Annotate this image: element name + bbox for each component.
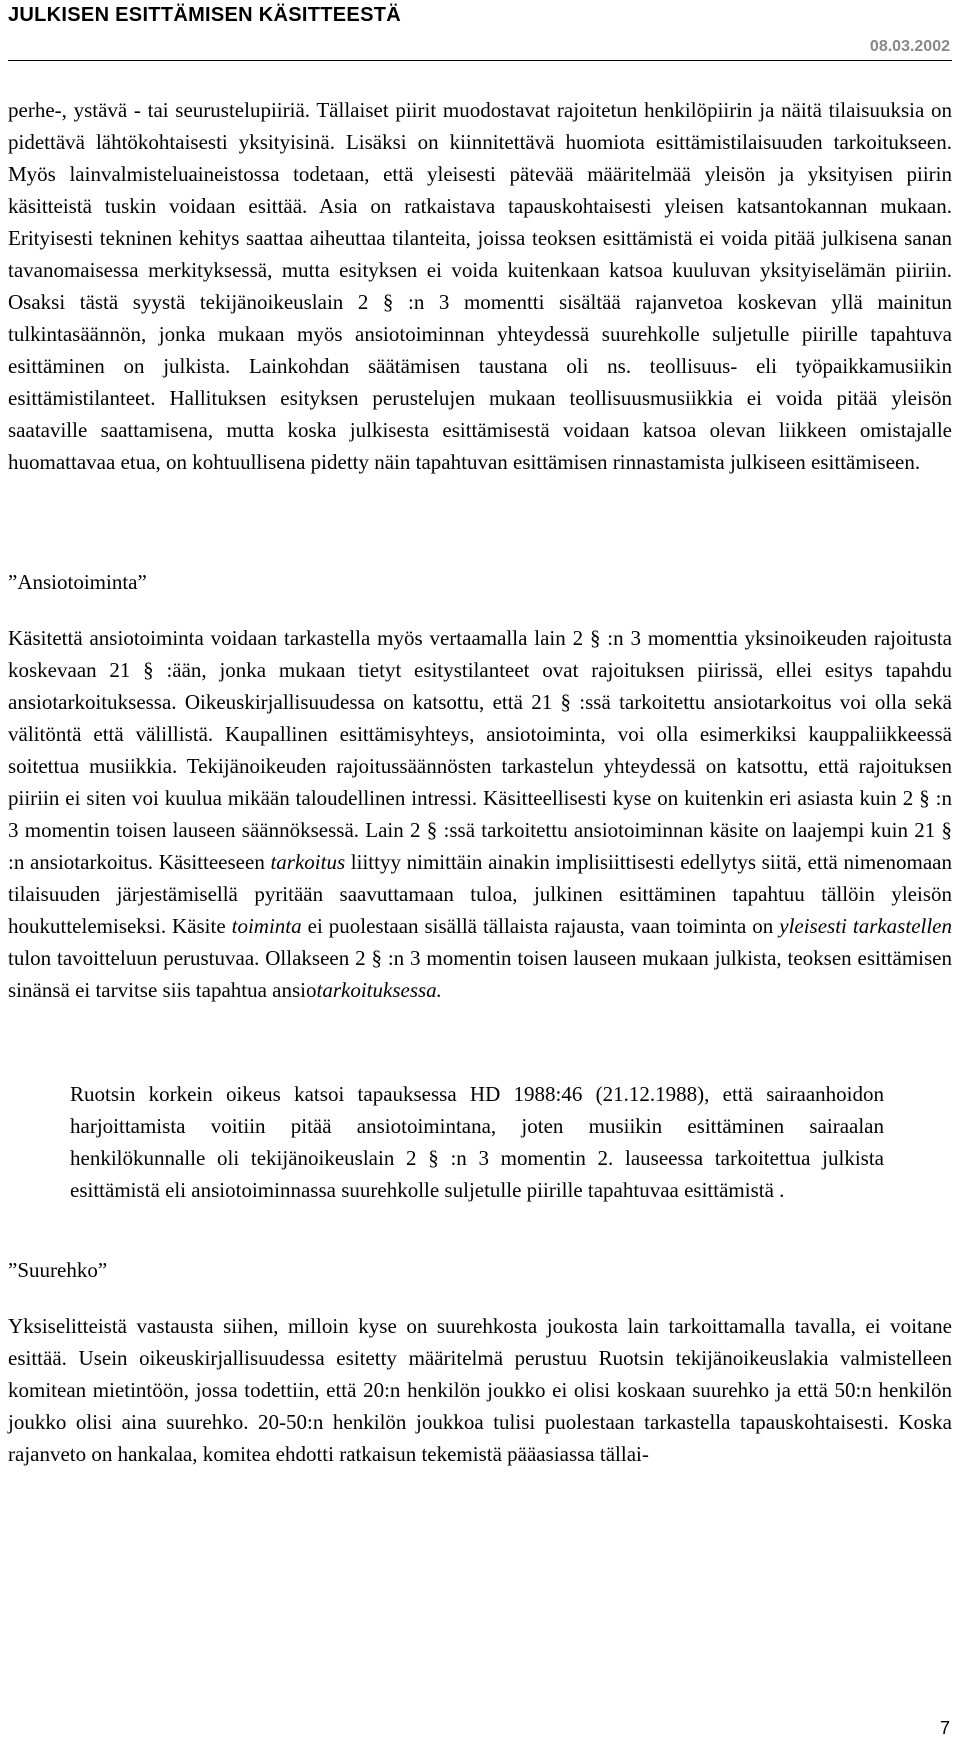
term-toiminta: toiminta: [231, 914, 302, 938]
paragraph-3-block: [8, 1310, 952, 1470]
document-header-title: JULKISEN ESITTÄMISEN KÄSITTEESTÄ: [8, 4, 401, 26]
paragraph-1-block: [8, 94, 952, 478]
page-number: 7: [939, 1718, 950, 1738]
term-tarkoitus: tarkoitus: [270, 850, 346, 874]
section-heading-ansiotoiminta-block: [8, 566, 952, 598]
paragraph-1: perhe-, ystävä - tai seurustelupiiriä. Tällaiset piirit muodostavat rajoitetun henkilöpiirin ja näitä tilaisuuksia on pidettävä lähtökohtaisesti yksityisinä. Lisäksi on kiinnitettävä huomiota esittämistilaisuuden tarkoitukseen. Myös lainvalmisteluaineistossa todetaan, että yleisesti pätevää määritelmää yleisön ja yksityisen piirin käsitteistä tuskin voidaan esittää. Asia on ratkaistava tapauskohtaisesti yleisen katsantokannan mukaan. Erityisesti tekninen kehitys saattaa aiheuttaa tilanteita, joissa teoksen esittämistä ei voida pitää julkisena sanan tavanomaisessa merkityksessä, mutta esityksen ei voida kuitenkaan katsoa kuuluvan yksityiselämän piiriin. Osaksi tästä syystä tekijänoikeuslain 2 § :n 3 momentti sisältää rajanvetoa koskevan yllä mainitun tulkintasäännön, jonka mukaan myös ansiotoiminnan yhteydessä suurehkolle suljetulle piirille tapahtuva esittäminen on julkista. Lainkohdan säätämisen taustana oli ns. teollisuus- eli työpaikkamusiikin esittämistilanteet. Hallituksen esityksen perustelujen mukaan teollisuusmusiikkia ei voida pitää yleisön saataville saattamisena, mutta koska julkisesta esittämisestä voidaan katsoa olevan liikkeen omistajalle huomattavaa etua, on kohtuullisena pidetty näin tapahtuvan esittämisen rinnastamista julkiseen esittämiseen.: [8, 98, 952, 474]
paragraph-2: [8, 622, 952, 1006]
section-heading-ansiotoiminta: ”Ansiotoiminta”: [8, 570, 147, 594]
paragraph-2-part-b: liittyy nimittäin ainakin implisiittisesti edellytys siitä, että nimenomaan tilaisuuden järjestämisellä pyritään saavuttamaan tuloa, julkinen esittäminen tapahtuu tällöin yleisön houkuttelemiseksi. Käsite: [8, 850, 952, 938]
paragraph-2-part-c: ei puolestaan sisällä tällaista rajausta, vaan toiminta on: [301, 914, 780, 938]
section-heading-suurehko: ”Suurehko”: [8, 1258, 108, 1282]
paragraph-3: Yksiselitteistä vastausta siihen, milloin kyse on suurehkosta joukosta lain tarkoittamalla tavalla, ei voitane esittää. Usein oikeuskirjallisuudessa esitetty määritelmä perustuu Ruotsin tekijänoikeuslakia valmistelleen komitean mietintöön, jossa todettiin, että 20:n henkilön joukko ei olisi koskaan suurehko ja että 50:n henkilön joukko olisi aina suurehko. 20-50:n henkilön joukkoa tulisi puolestaan tarkastella tapauskohtaisesti. Koska rajanveto on hankalaa, komitea ehdotti ratkaisun tekemistä pääasiassa tällai-: [8, 1314, 952, 1466]
document-date: 08.03.2002: [869, 38, 950, 55]
paragraph-2-part-a: Käsitettä ansiotoiminta voidaan tarkastella myös vertaamalla lain 2 § :n 3 momenttia yksinoikeuden rajoitusta koskevaan 21 § :ään, jonka mukaan tietyt esitystilanteet ovat rajoituksen piirissä, ellei esitys tapahdu ansiotarkoituksessa. Oikeuskirjallisuudessa on katsottu, että 21 § :ssä tarkoitettu ansiotarkoitus voi olla sekä välitöntä että välillistä. Kaupallinen esittämisyhteys, ansiotoiminta, voi olla esimerkiksi kauppaliikkeessä soitettua musiikkia. Tekijänoikeuden rajoitussäännösten tarkastelun yhteydessä on katsottu, että rajoituksen piiriin ei siten voi kuulua mikään taloudellinen intressi. Käsitteellisesti kyse on kuitenkin eri asiasta kuin 2 § :n 3 momentin toisen lauseen säännöksessä. Lain 2 § :ssä tarkoitettu ansiotoiminnan käsite on laajempi kuin 21 § :n ansiotarkoitus. Käsitteeseen: [8, 626, 952, 874]
term-yleisesti-tarkastellen: yleisesti tarkastellen: [779, 914, 953, 938]
paragraph-2-part-d: tulon tavoitteluun perustuvaa. Ollakseen 2 § :n 3 momentin toisen lauseen mukaan julkista, teoksen esittämisen sinänsä ei tarvitse siis tapahtua ansio: [8, 946, 952, 1002]
term-tarkoituksessa: tarkoituksessa.: [316, 978, 442, 1002]
header-divider: [8, 60, 952, 61]
paragraph-2-block: [8, 622, 952, 1006]
case-quote: Ruotsin korkein oikeus katsoi tapauksessa HD 1988:46 (21.12.1988), että sairaanhoidon harjoittamista voitiin pitää ansiotoimintana, joten musiikin esittäminen sairaalan henkilökunnalle oli tekijänoikeuslain 2 § :n 3 momentin 2. lauseessa tarkoitettua julkista esittämistä eli ansiotoiminnassa suurehkolle suljetulle piirille tapahtuvaa esittämistä .: [70, 1082, 884, 1202]
section-heading-suurehko-block: [8, 1254, 952, 1286]
